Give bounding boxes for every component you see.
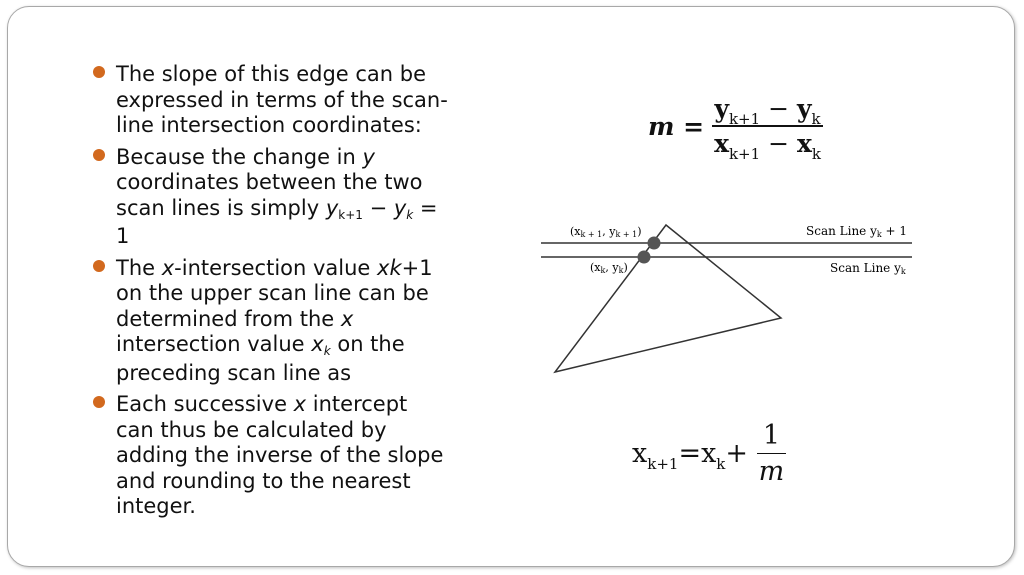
- triangle-edge: [555, 225, 781, 372]
- den-x: x: [714, 129, 729, 158]
- upper-point-label: (xk + 1, yk + 1): [570, 225, 642, 239]
- slope-formula: [648, 94, 823, 163]
- den-x2: x: [797, 129, 812, 158]
- bullet-dot-icon: [93, 260, 105, 272]
- slope-denominator: [712, 127, 823, 163]
- slope-fraction: [712, 94, 823, 163]
- x-lhs: $x_{k+1}$: [632, 438, 679, 473]
- bullet-text: Because the change in: [116, 144, 363, 169]
- x-rhs: $x_k$: [701, 438, 726, 473]
- bullet-text: -intersection value: [174, 255, 378, 280]
- bullet-item-slope: [88, 62, 448, 139]
- bullet-italic: x: [161, 255, 175, 280]
- bullet-subscript: k: [323, 344, 331, 358]
- bullet-text: intersection value: [116, 332, 312, 356]
- num-y2: y: [797, 94, 812, 123]
- inverse-slope-fraction: [757, 420, 787, 487]
- bullet-italic: y: [325, 195, 339, 220]
- bullet-italic: x: [340, 306, 354, 331]
- x-increment-formula: [632, 420, 786, 487]
- bullet-text: The slope of this edge can be expressed in terms of the scan-line intersection coordinates:: [116, 62, 448, 137]
- lower-intersection-point: [638, 251, 651, 264]
- bullet-text: The: [116, 255, 162, 280]
- bullet-item-change-in-y: [88, 145, 448, 250]
- bullet-subscript: k: [406, 207, 414, 222]
- den-x2-sub: k: [811, 145, 822, 163]
- bullet-item-x-intersection: [88, 256, 448, 387]
- inverse-denominator: m: [758, 456, 785, 487]
- num-minus: −: [760, 94, 798, 123]
- scan-line-diagram: [530, 212, 920, 382]
- bullet-text: Each successive: [116, 392, 294, 416]
- den-minus: −: [760, 129, 798, 158]
- lower-point-label: (xk, yk): [590, 261, 628, 275]
- bullet-list: [88, 62, 448, 526]
- bullet-italic: xk: [377, 255, 402, 280]
- bullet-text: intercept can thus be calculated by adding the inverse of the slope and rounding to the nearest integer.: [116, 392, 444, 518]
- lower-scan-line-label: Scan Line yk: [830, 261, 906, 276]
- upper-scan-line-label: Scan Line yk + 1: [806, 224, 908, 239]
- bullet-text: +1 on the upper scan line can be determined from the: [116, 255, 433, 331]
- bullet-item-successive-intercept: [88, 392, 448, 520]
- x-equals: =: [678, 438, 702, 469]
- bullet-subscript: k+1: [338, 207, 363, 222]
- num-y-sub: k+1: [728, 110, 761, 128]
- bullet-dot-icon: [93, 66, 105, 78]
- x-plus: +: [725, 438, 749, 469]
- bullet-dot-icon: [93, 149, 105, 161]
- bullet-italic: y: [393, 195, 407, 220]
- upper-intersection-point: [648, 237, 661, 250]
- num-y2-sub: k: [811, 110, 821, 128]
- bullet-italic: x: [293, 392, 307, 416]
- bullet-dot-icon: [93, 396, 105, 408]
- slope-numerator: [712, 94, 823, 127]
- inverse-numerator: 1: [757, 420, 787, 454]
- num-y: y: [714, 94, 729, 123]
- slope-lhs: m =: [648, 111, 705, 141]
- bullet-text: = 1: [116, 195, 438, 248]
- bullet-italic: y: [362, 144, 375, 169]
- den-x-sub: k+1: [728, 145, 761, 163]
- bullet-text: on the preceding scan line as: [116, 332, 405, 385]
- bullet-italic: x: [311, 332, 324, 356]
- bullet-text: coordinates between the two scan lines is simply: [116, 170, 423, 220]
- bullet-text: −: [362, 195, 394, 220]
